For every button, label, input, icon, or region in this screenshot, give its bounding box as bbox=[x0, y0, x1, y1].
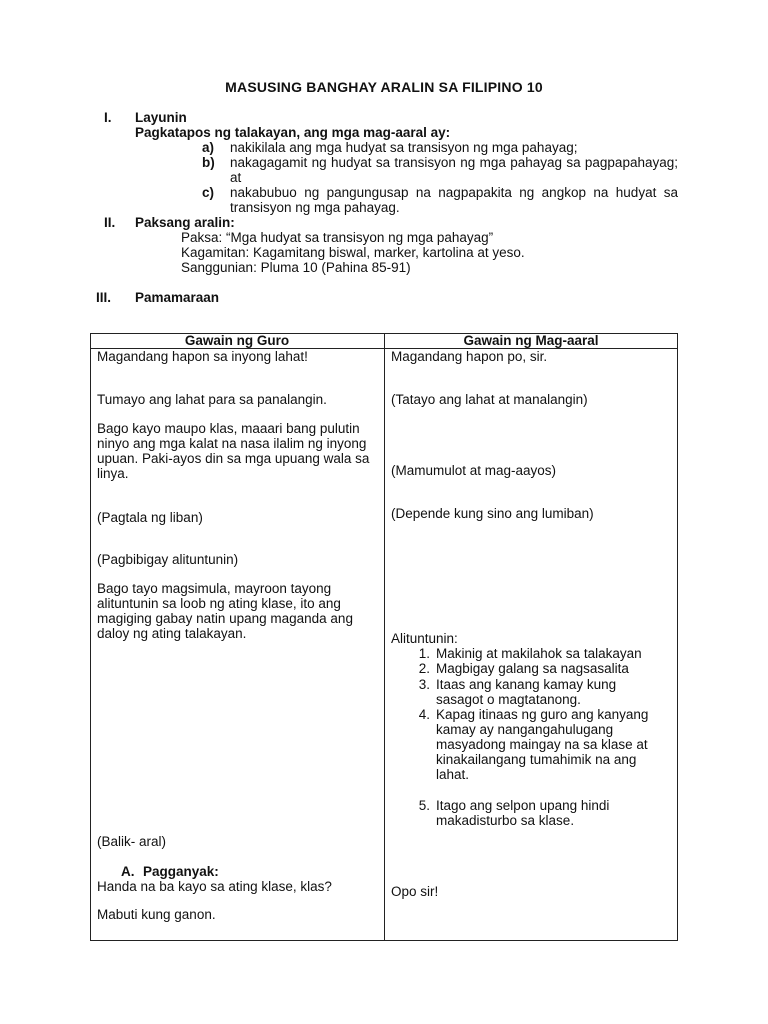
materials-line: Kagamitan: Kagamitang biswal, marker, kartolina at yeso. bbox=[181, 245, 525, 260]
objective-b-text: nakagagamit ng hudyat sa transisyon ng mga pahayag sa pagpapahayag; at bbox=[230, 155, 678, 185]
teacher-cleanup: Bago kayo maupo klas, maaari bang pulutin ninyo ang mga kalat na nasa ilalim ng inyong upuan. Paki-ayos din sa mga upuang wala sa linya. bbox=[97, 421, 370, 481]
rule-5-text: Itago ang selpon upang hindi makadisturbo sa klase. bbox=[436, 798, 610, 828]
student-prayer: (Tatayo ang lahat at manalangin) bbox=[391, 392, 588, 407]
rule-3-number: 3. bbox=[418, 677, 430, 692]
teacher-column-header: Gawain ng Guro bbox=[184, 333, 290, 348]
objective-c-text: nakabubuo ng pangungusap na nagpapakita ng angkop na hudyat sa transisyon ng mga pahayag. bbox=[230, 185, 678, 215]
teacher-ready-question: Handa na ba kayo sa ating klase, klas? bbox=[97, 879, 332, 894]
teacher-prayer: Tumayo ang lahat para sa panalangin. bbox=[97, 392, 327, 407]
teacher-rules-intro: Bago tayo magsimula, mayroon tayong alituntunin sa loob ng ating klase, ito ang magiging gabay natin upang maganda ang daloy ng ating talakayan. bbox=[97, 581, 353, 641]
section-2-numeral: II. bbox=[104, 215, 116, 230]
teacher-review: (Balik- aral) bbox=[97, 834, 167, 849]
teacher-attendance: (Pagtala ng liban) bbox=[97, 510, 203, 525]
section-2-heading: Paksang aralin: bbox=[135, 215, 235, 230]
student-cleanup: (Mamumulot at mag-aayos) bbox=[391, 463, 557, 478]
student-attendance: (Depende kung sino ang lumiban) bbox=[391, 506, 594, 521]
teacher-good: Mabuti kung ganon. bbox=[97, 907, 216, 922]
section-1-intro: Pagkatapos ng talakayan, ang mga mag-aaral ay: bbox=[135, 125, 451, 140]
student-column-header: Gawain ng Mag-aaral bbox=[463, 333, 599, 348]
rule-4-number: 4. bbox=[418, 707, 430, 722]
rule-3-text: Itaas ang kanang kamay kung sasagot o magtatanong. bbox=[436, 677, 617, 707]
student-greeting: Magandang hapon po, sir. bbox=[391, 349, 548, 364]
objective-a-text: nakikilala ang mga hudyat sa transisyon ng mga pahayag; bbox=[230, 140, 578, 155]
rule-2-text: Magbigay galang sa nagsasalita bbox=[436, 661, 629, 676]
motivation-marker: A. bbox=[121, 864, 135, 879]
student-ready-answer: Opo sir! bbox=[391, 884, 439, 899]
document-title: MASUSING BANGHAY ARALIN SA FILIPINO 10 bbox=[225, 79, 543, 95]
topic-line: Paksa: “Mga hudyat sa transisyon ng mga pahayag” bbox=[181, 230, 494, 245]
teacher-rules-cue: (Pagbibigay alituntunin) bbox=[97, 552, 239, 567]
rule-4-text: Kapag itinaas ng guro ang kanyang kamay ay nangangahulugang masyadong maingay na sa klase at kinakailangang tumahimik na ang lahat. bbox=[436, 707, 649, 782]
objective-c-marker: c) bbox=[202, 185, 215, 200]
motivation-heading: Pagganyak: bbox=[143, 864, 219, 879]
student-rules-heading: Alituntunin: bbox=[391, 631, 458, 646]
rule-1-text: Makinig at makilahok sa talakayan bbox=[436, 646, 642, 661]
section-3-numeral: III. bbox=[96, 290, 112, 305]
objective-b-marker: b) bbox=[202, 155, 215, 170]
teacher-greeting: Magandang hapon sa inyong lahat! bbox=[97, 349, 308, 364]
objective-a-marker: a) bbox=[202, 140, 215, 155]
table-column-divider bbox=[384, 333, 385, 941]
section-1-heading: Layunin bbox=[135, 110, 187, 125]
reference-line: Sanggunian: Pluma 10 (Pahina 85-91) bbox=[181, 260, 411, 275]
section-1-numeral: I. bbox=[104, 110, 112, 125]
rule-2-number: 2. bbox=[418, 661, 430, 676]
rule-5-number: 5. bbox=[418, 798, 430, 813]
section-3-heading: Pamamaraan bbox=[135, 290, 220, 305]
rule-1-number: 1. bbox=[418, 646, 430, 661]
